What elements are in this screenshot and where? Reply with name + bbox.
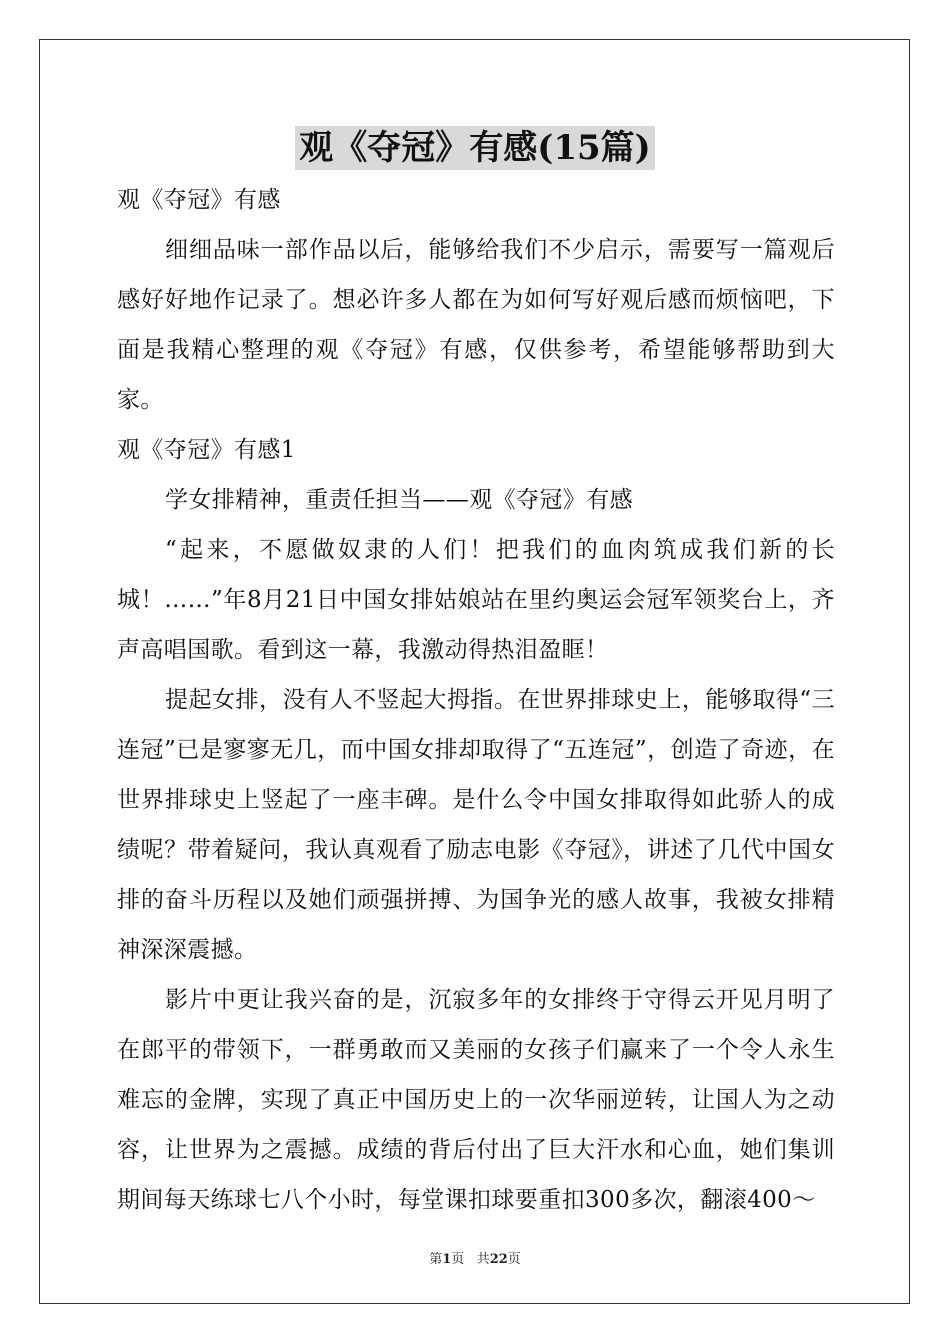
body-paragraph: 提起女排，没有人不竖起大拇指。在世界排球史上，能够取得“三连冠”已是寥寥无几，而中国女排却取得了“五连冠”，创造了奇迹，在世界排球史上竖起了一座丰碑。是什么令中国女排取得如此骄人的成绩呢？带着疑问，我认真观看了励志电影《夺冠》，讲述了几代中国女排的奋斗历程以及她们顽强拼搏、为国争光的感人故事，我被女排精神深深震撼。 xyxy=(117,687,835,963)
page-number: 1 xyxy=(442,1252,452,1267)
page-footer xyxy=(0,1248,950,1267)
total-prefix: 共 xyxy=(476,1252,490,1267)
document-body xyxy=(117,175,835,1225)
title-container xyxy=(0,126,950,170)
body-paragraph: 影片中更让我兴奋的是，沉寂多年的女排终于守得云开见月明了在郎平的带领下，一群勇敢而又美丽的女孩子们赢来了一个令人永生难忘的金牌，实现了真正中国历史上的一次华丽逆转，让国人为之动容，让世界为之震撼。成绩的背后付出了巨大汗水和心血，她们集训期间每天练球七八个小时，每堂课扣球要重扣300多次，翻滚400～ xyxy=(117,987,835,1213)
body-paragraph: “起来，不愿做奴隶的人们！把我们的血肉筑成我们新的长城！……”年8月21日中国女排姑娘站在里约奥运会冠军领奖台上，齐声高唱国歌。看到这一幕，我激动得热泪盈眶！ xyxy=(117,537,835,663)
essay-title-line: 学女排精神，重责任担当——观《夺冠》有感 xyxy=(165,487,633,513)
section-heading: 观《夺冠》有感1 xyxy=(117,437,296,463)
intro-paragraph: 细细品味一部作品以后，能够给我们不少启示，需要写一篇观后感好好地作记录了。想必许多人都在为如何写好观后感而烦恼吧，下面是我精心整理的观《夺冠》有感，仅供参考，希望能够帮助到大家。 xyxy=(117,237,835,413)
document-title: 观《夺冠》有感(15篇) xyxy=(295,126,655,170)
total-pages: 22 xyxy=(489,1252,508,1267)
document-subtitle: 观《夺冠》有感 xyxy=(117,187,281,213)
page-suffix: 页 xyxy=(451,1252,465,1267)
total-suffix: 页 xyxy=(507,1252,521,1267)
page-prefix: 第 xyxy=(429,1252,443,1267)
